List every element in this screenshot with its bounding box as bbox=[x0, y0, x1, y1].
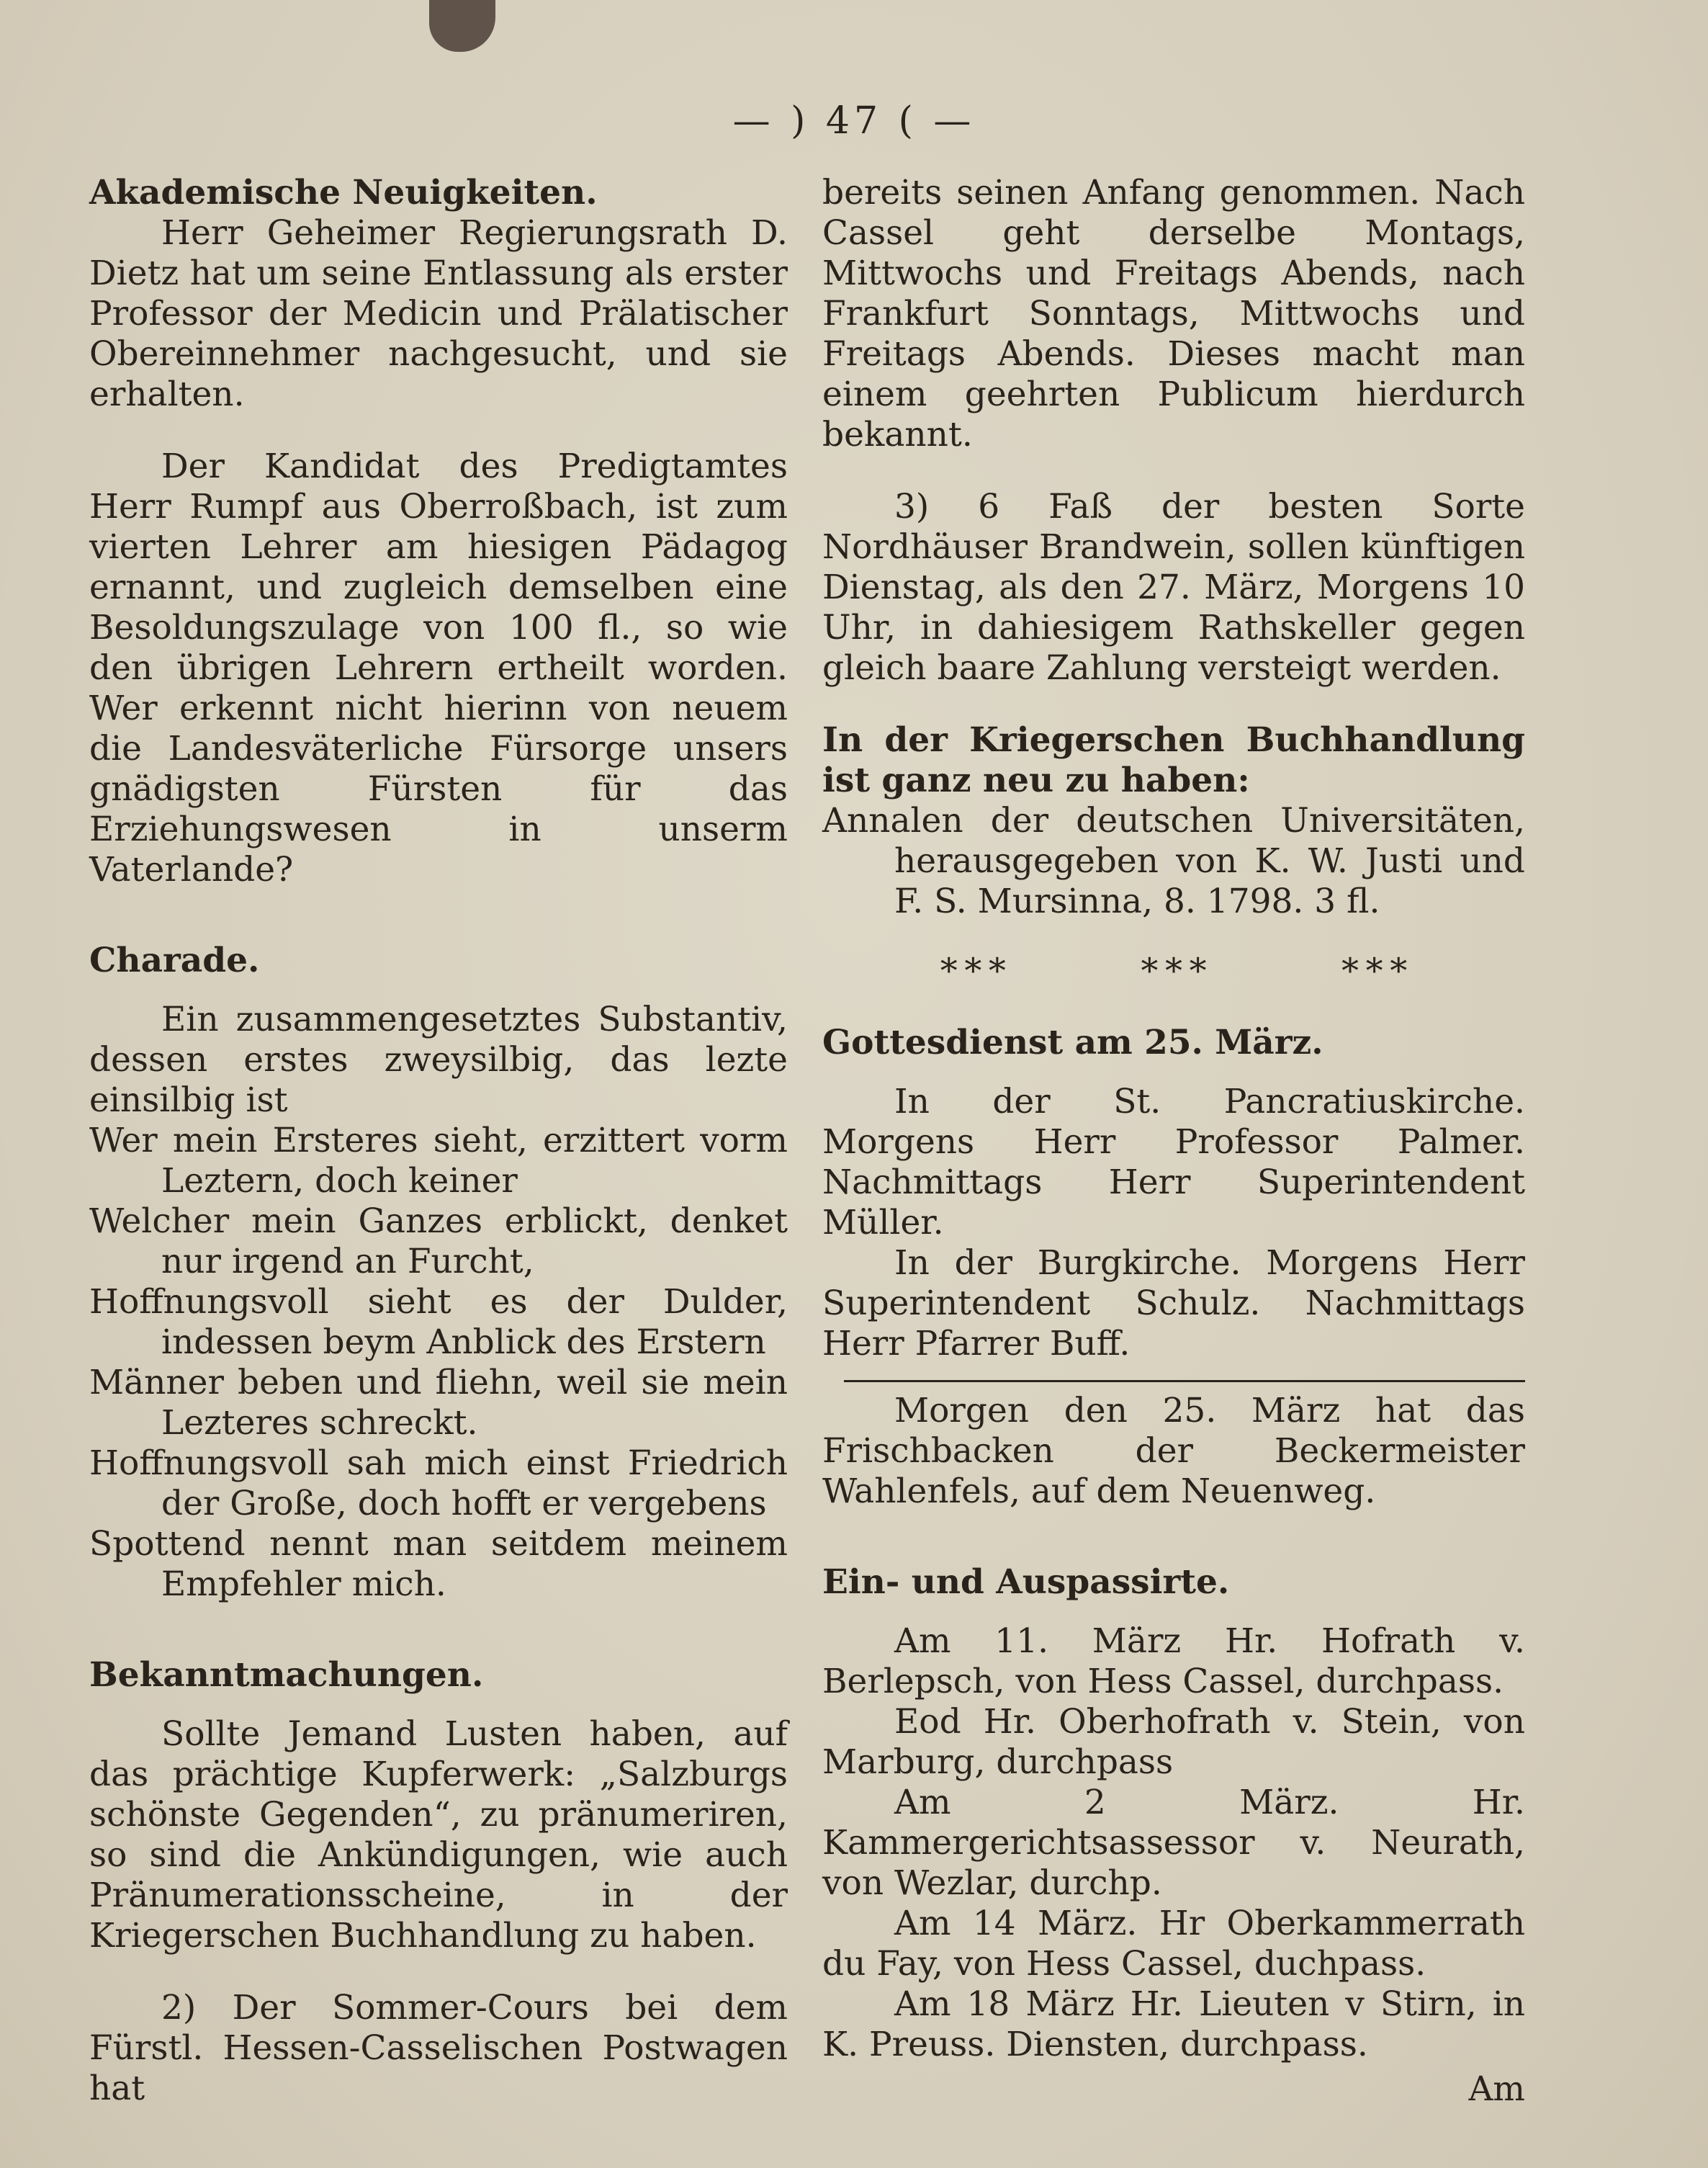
heading-services: Gottesdienst am 25. März. bbox=[822, 1023, 1323, 1062]
paragraph-rumpf: Der Kandidat des Predigtamtes Herr Rumpf aus Oberroßbach, ist zum vierten Lehrer am hiesigen Pädagog ernannt, und zugleich demselben eine Besoldungszulage von 100 fl., so wie den übrigen Lehrern ertheilt worden. Wer erkennt nicht hierinn von neuem die Landesväterliche Fürsorge unsers gnädigsten Fürsten für das Erziehungswesen in unserm Vaterlande? bbox=[89, 447, 788, 890]
page-number: — ) 47 ( — bbox=[732, 99, 976, 143]
paragraph-pancratius: In der St. Pancratiuskirche. Morgens Herr Professor Palmer. Nachmittags Herr Superintendent Müller. bbox=[822, 1082, 1525, 1242]
asterism-separator bbox=[822, 951, 1525, 991]
paragraph-postwagen: 2) Der Sommer-Cours bei dem Fürstl. Hessen-Casselischen Postwagen hat bbox=[89, 1988, 788, 2108]
paragraph-burgkirche: In der Burgkirche. Morgens Herr Superintendent Schulz. Nachmittags Herr Pfarrer Buff. bbox=[822, 1243, 1525, 1363]
charade-line: Wer mein Ersteres sieht, erzittert vorm Leztern, doch keiner bbox=[89, 1121, 788, 1201]
asterism: * * * bbox=[940, 951, 1006, 991]
catchword: Am bbox=[1468, 2069, 1525, 2109]
paragraph-kupferwerk: Sollte Jemand Lusten haben, auf das prächtige Kupferwerk: „Salzburgs schönste Gegenden“, zu pränumeriren, so sind die Ankündigungen, wie auch Pränumerationsscheine, in der Kriegerschen Buchhandlung zu haben. bbox=[89, 1714, 788, 1956]
heading-travellers: Ein- und Auspassirte. bbox=[822, 1562, 1230, 1602]
paragraph-postwagen-cont: bereits seinen Anfang genommen. Nach Cassel geht derselbe Montags, Mittwochs und Freitags Abends, nach Frankfurt Sonntags, Mittwochs und Freitags Abends. Dieses macht man einem geehrten Publicum hierdurch bekannt. bbox=[822, 173, 1525, 454]
traveller-entry: Eod Hr. Oberhofrath v. Stein, von Marburg, durchpass bbox=[822, 1702, 1525, 1782]
right-column bbox=[822, 173, 1525, 2110]
asterism: * * * bbox=[1341, 951, 1408, 991]
traveller-entry: Am 14 März. Hr Oberkammerrath du Fay, von Hess Cassel, duchpass. bbox=[822, 1904, 1525, 1984]
traveller-entry: Am 11. März Hr. Hofrath v. Berlepsch, von Hess Cassel, durchpass. bbox=[822, 1621, 1525, 1701]
charade-line: Spottend nennt man seitdem meinem Empfehler mich. bbox=[89, 1524, 788, 1604]
traveller-entry: Am 18 März Hr. Lieuten v Stirn, in K. Preuss. Diensten, durchpass. bbox=[822, 1984, 1525, 2064]
charade-line: Hoffnungsvoll sieht es der Dulder, indessen beym Anblick des Erstern bbox=[89, 1282, 788, 1362]
book-listing: Annalen der deutschen Universitäten, herausgegeben von K. W. Justi und F. S. Mursinna, 8. 1798. 3 fl. bbox=[822, 801, 1525, 921]
charade-line: Männer beben und fliehn, weil sie mein Lezteres schreckt. bbox=[89, 1363, 788, 1443]
paragraph-frischbacken: Morgen den 25. März hat das Frischbacken der Beckermeister Wahlenfels, auf dem Neuenweg. bbox=[822, 1391, 1525, 1511]
left-column bbox=[89, 173, 788, 2109]
charade-intro: Ein zusammengesetztes Substantiv, dessen erstes zweysilbig, das lezte einsilbig ist bbox=[89, 1000, 788, 1120]
heading-academic-news: Akademische Neuigkeiten. bbox=[89, 173, 598, 212]
charade-line: Welcher mein Ganzes erblickt, denket nur irgend an Furcht, bbox=[89, 1201, 788, 1281]
heading-bookshop: In der Kriegerschen Buchhandlung ist ganz neu zu haben: bbox=[822, 720, 1525, 800]
paragraph-dietz: Herr Geheimer Regierungsrath D. Dietz hat um seine Entlassung als erster Professor der Medicin und Prälatischer Obereinnehmer nachgesucht, und sie erhalten. bbox=[89, 213, 788, 414]
heading-charade: Charade. bbox=[89, 941, 260, 980]
divider-rule bbox=[844, 1380, 1525, 1382]
charade-line: Hoffnungsvoll sah mich einst Friedrich der Große, doch hofft er vergebens bbox=[89, 1443, 788, 1523]
heading-announcements: Bekanntmachungen. bbox=[89, 1655, 484, 1695]
paragraph-brandwein: 3) 6 Faß der besten Sorte Nordhäuser Brandwein, sollen künftigen Dienstag, als den 27. März, Morgens 10 Uhr, in dahiesigem Rathskeller gegen gleich baare Zahlung versteigt werden. bbox=[822, 487, 1525, 688]
ink-stain bbox=[429, 0, 495, 52]
traveller-entry: Am 2 März. Hr. Kammergerichtsassessor v. Neurath, von Wezlar, durchp. bbox=[822, 1783, 1525, 1903]
asterism: * * * bbox=[1141, 951, 1207, 991]
